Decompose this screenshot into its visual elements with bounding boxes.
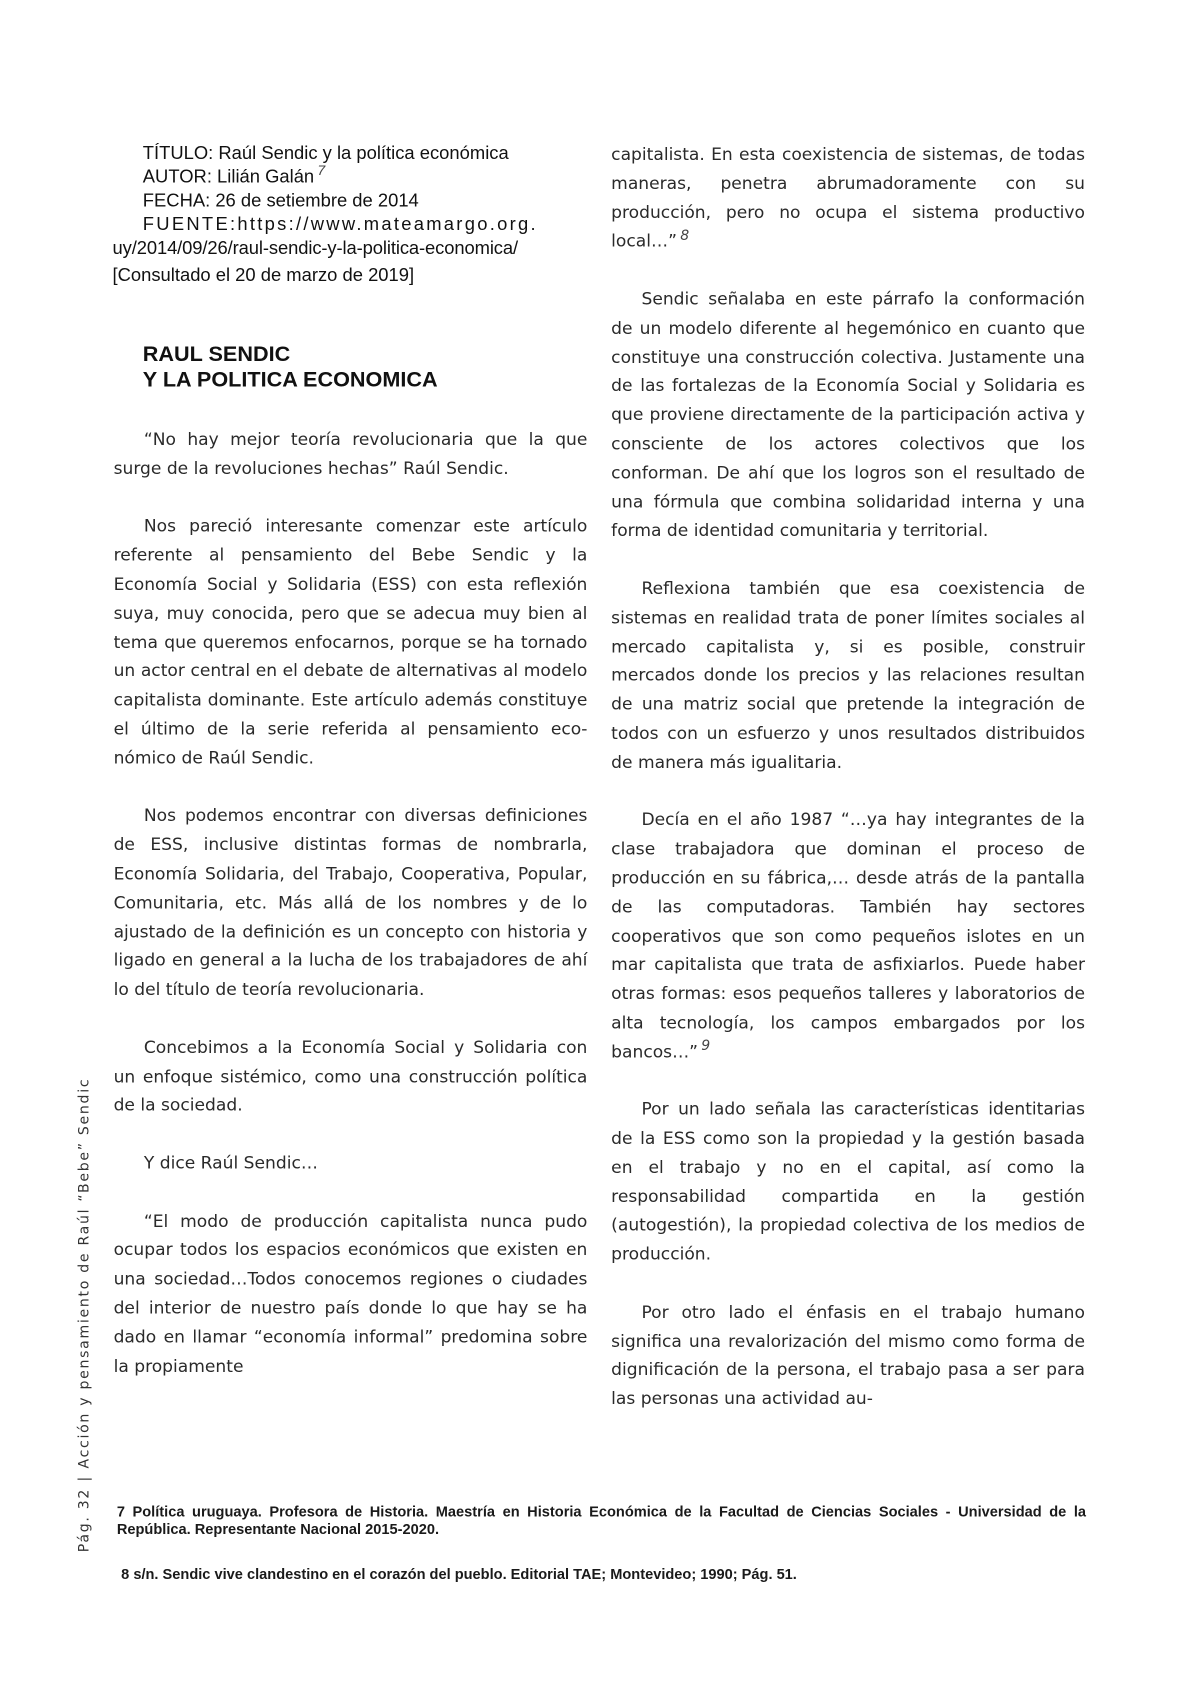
meta-author-text: AUTOR: Lilián Galán [142,166,315,187]
meta-author [113,162,591,189]
right-column [611,140,1085,1414]
sidebar-separator: | [76,1475,94,1482]
paragraph: Nos pareció interesante comenzar este artículo referente al pensamiento del Bebe Sendic y la Economía Social y Solidaria (ESS) con esta reflexión suya, muy conocida, pero que se adecua muy bien al tema que queremos enfocarnos, porque se ha tornado un actor central en el debate de alternativas al modelo capitalista dominante. Este artículo además constituye el último de la serie referida al pensamiento económico de Raúl Sendic. [113,515,588,768]
article-metadata [113,142,591,288]
meta-date: FECHA: 26 de setiembre de 2014 [142,190,419,211]
paragraph: Y dice Raúl Sendic… [143,1152,318,1173]
paragraph: Por otro lado el énfasis en el trabajo humano significa una revalorización del mismo como forma de dignificación de la persona, el trabajo pasa a ser para las personas una actividad au- [611,1301,1085,1409]
paragraph: Reflexiona también que esa coexistencia de sistemas en realidad trata de poner límites sociales al mercado capitalista y, si es posible, construir mercados donde los precios y las relaciones resultan de una matriz social que pretende la integración de todos con un esfuerzo y unos resultados distribuidos de manera más igualitaria. [611,577,1085,773]
meta-consulted: [Consultado el 20 de marzo de 2019] [112,264,415,286]
paragraph: “El modo de producción capitalista nunca pudo ocupar todos los espacios económicos que existen en una sociedad…Todos conocemos regiones o ciudades del interior de nuestro país donde lo que hay se ha dado en llamar “economía informal” predomina sobre la propiamente [113,1210,588,1376]
footnote-ref-7: 7 [317,162,326,179]
paragraph-text: Decía en el año 1987 “…ya hay integrantes de la clase trabajadora que dominan el proceso de producción en su fábrica,… desde atrás de la pantalla de las computadoras. También hay sectores cooperativos que son como pequeños islotes en un mar capitalista que trata de asfixiarlos. Puede haber otras formas: esos pequeños talleres y laboratorios de alta tecnología, los campos embargados por los bancos…” [611,809,1085,1062]
paragraph-text: capitalista. En esta coexistencia de sistemas, de todas maneras, penetra abrumadoramente con su producción, pero no ocupa el sistema productivo local…” [611,143,1085,252]
paragraph [611,806,1085,1067]
heading-line-1: RAUL SENDIC [142,342,291,367]
page-number: Pág. 32 [76,1487,94,1553]
paragraph: Concebimos a la Economía Social y Solidaria con un enfoque sistémico, como una construcción política de la sociedad. [113,1036,588,1116]
paragraph: Sendic señalaba en este párrafo la conformación de un modelo diferente al hegemónico en cuanto que constituye una construcción colectiva. Justamente una de las fortalezas de la Economía Social y Solidaria es que proviene directamente de la participación activa y consciente de los actores colectivos que los conforman. De ahí que los logros son el resultado de una fórmula que combina solidaridad interna y una forma de identidad comunitaria y territorial. [611,288,1085,541]
paragraph-continued [611,140,1085,256]
meta-source: FUENTE:https://www.mateamargo.org. [142,213,538,235]
article-heading [143,341,591,393]
paragraph: “No hay mejor teoría revolucionaria que la que surge de la revoluciones hechas” Raúl Sendic. [113,428,588,479]
footnote-7: 7 Política uruguaya. Profesora de Historia. Maestría en Historia Económica de la Facultad de Ciencias Sociales - Universidad de la República. Representante Nacional 2015-2020. [116,1503,1087,1538]
running-sidebar [77,1078,93,1552]
book-title: Acción y pensamiento de Raúl “Bebe” Sendic [76,1077,94,1469]
meta-source-url: uy/2014/09/26/raul-sendic-y-la-politica-economica/ [112,237,519,259]
footnote-8: 8 s/n. Sendic vive clandestino en el corazón del pueblo. Editorial TAE; Montevideo; 1990; Pág. 51. [121,1566,797,1583]
heading-line-2: Y LA POLITICA ECONOMICA [142,368,438,393]
paragraph: Nos podemos encontrar con diversas definiciones de ESS, inclusive distintas formas de nombrarla, Economía Solidaria, del Trabajo, Cooperativa, Popular, Comunitaria, etc. Más allá de los nombres y de lo ajustado de la definición es un concepto con historia y ligado en general a la lucha de los trabajadores de ahí lo del título de teoría revolucionaria. [113,805,588,1000]
footnote-ref-8: 8 [680,228,690,245]
footnote-ref-9: 9 [701,1038,711,1055]
meta-title: TÍTULO: Raúl Sendic y la política económica [142,142,509,164]
left-column [114,426,588,1381]
paragraph: Por un lado señala las características identitarias de la ESS como son la propiedad y la gestión basada en el trabajo y no en el capital, así como la responsabilidad compartida en la gestión (autogestión), la propiedad colectiva de los medios de producción. [611,1098,1085,1265]
